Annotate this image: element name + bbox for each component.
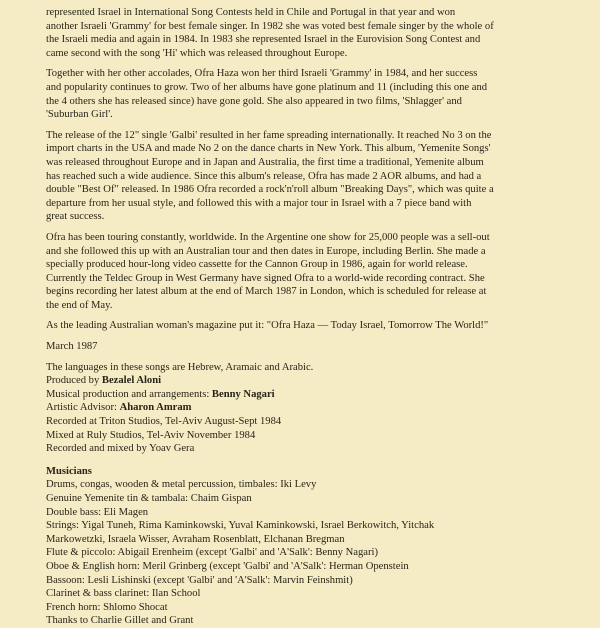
- producer-name: Bezalel Aloni: [101, 375, 162, 387]
- text-line: As the leading Australian woman's magazine put it: "Ofra Haza — Today Israel, Tomorrow The World!": [46, 320, 489, 332]
- musician-line: Bassoon: Lesli Lishinski (except 'Galbi' and 'A'Salk': Marvin Feinshmit): [46, 574, 353, 586]
- credits-block: [46, 361, 578, 456]
- text-line: the 4 others she has released since) have gone gold. She also appeared in two films, 'Shlagger' and: [46, 95, 462, 107]
- arranger-prefix: Musical production and arrangements:: [46, 388, 212, 400]
- musician-line: French horn: Shlomo Shocat: [46, 601, 168, 613]
- thanks-line: Thanks to Charlie Gillet and Grant: [46, 615, 194, 627]
- producer-line: [46, 374, 578, 388]
- musician-line: Clarinet & bass clarinet: Ilan School: [46, 588, 201, 600]
- paragraph-quote: [46, 319, 578, 333]
- producer-prefix: Produced by: [46, 375, 102, 387]
- paragraph-galbi: [46, 129, 578, 224]
- mixed-line: Mixed at Ruly Studios, Tel-Aviv November 1984: [46, 429, 256, 441]
- text-line: the Israeli media and again in 1984. In 1983 she represented Israel in the Eurovision Song Contest and: [46, 34, 481, 46]
- musician-line: Strings: Yigal Tuneh, Rima Kaminkowski, Yuval Kaminkowski, Israel Berkowitch, Yitchak: [46, 520, 435, 532]
- languages-line: The languages in these songs are Hebrew, Aramaic and Arabic.: [46, 361, 314, 373]
- text-line: came second with the song 'Hi' which was released throughout Europe.: [46, 47, 348, 59]
- paragraph-accolades: [46, 67, 578, 121]
- text-line: 'Suburban Girl'.: [46, 109, 113, 121]
- arranger-line: [46, 388, 578, 402]
- paragraph-touring: [46, 231, 578, 313]
- text-line: double "Best Of" released. In 1986 Ofra recorded a rock'n'roll album "Breaking Days", which was quite a: [46, 184, 494, 196]
- musician-line: Genuine Yemenite tin & tambala: Chaim Gispan: [46, 493, 252, 504]
- musician-line: Double bass: Eli Magen: [46, 506, 149, 518]
- text-line: great success.: [46, 211, 105, 223]
- musician-line: Markowetzki, Israela Wisser, Avraham Rosenblatt, Elchanan Bregman: [46, 533, 345, 545]
- musician-line: Flute & piccolo: Abigail Erenheim (except 'Galbi' and 'A'Salk': Benny Nagari): [46, 547, 378, 559]
- musician-line: Drums, congas, wooden & metal percussion, timbales: Iki Levy: [46, 479, 317, 491]
- text-line: and popularity continues to grow. Two of her albums have gone platinum and 11 (including this one and: [46, 81, 488, 93]
- text-line: The release of the 12" single 'Galbi' resulted in her fame spreading internationally. It reached No 3 on the: [46, 129, 492, 141]
- text-line: represented Israel in International Song Contests held in Chile and Portugal in that year and won: [46, 7, 456, 18]
- text-line: Ofra has been touring constantly, worldwide. In the Argentine one show for 25,000 people was a sell-out: [46, 231, 490, 243]
- text-line: Together with her other accolades, Ofra Haza won her third Israeli 'Grammy' in 1984, and her success: [46, 68, 478, 80]
- paragraph-date: [46, 340, 578, 354]
- text-line: has reached such a wide audience. Since this album's release, Ofra has made 2 AOR albums, and had a: [46, 170, 482, 182]
- text-line: import charts in the USA and made No 2 on the dance charts in New York. This album, 'Yemenite Songs': [46, 143, 491, 155]
- date-line: March 1987: [46, 341, 98, 353]
- musicians-heading: Musicians: [46, 465, 92, 477]
- text-line: and she followed this up with an Australian tour and then dates in Europe, including Berlin. She made a: [46, 245, 486, 257]
- text-line: the end of May.: [46, 299, 113, 311]
- artistic-advisor-prefix: Artistic Advisor:: [46, 402, 120, 414]
- text-line: begins recording her latest album at the end of March 1987 in London, which is scheduled for release at: [46, 286, 487, 298]
- text-line: specially produced hour-long video cassette for the Cannon Group in 1986, again for world release.: [46, 259, 468, 271]
- text-line: was released throughout Europe and in Japan and Australia, the first time a traditional, Yemenite album: [46, 156, 484, 168]
- engineer-line: Recorded and mixed by Yoav Gera: [46, 443, 195, 455]
- musician-line: Oboe & English horn: Meril Grinberg (except 'Galbi' and 'A'Salk': Herman Openstein: [46, 560, 409, 572]
- paragraph-contests: [46, 6, 578, 60]
- recorded-line: Recorded at Triton Studios, Tel-Aviv August-Sept 1984: [46, 416, 282, 428]
- musicians-block: [46, 465, 578, 628]
- artistic-advisor-name: Aharon Amram: [119, 402, 192, 414]
- text-line: Currently the Teldec Group in West Germany have signed Ofra to a world-wide recording contract. She: [46, 272, 485, 284]
- artistic-advisor-line: [46, 401, 578, 415]
- arranger-name: Benny Nagari: [211, 388, 275, 400]
- text-line: departure from her usual style, and followed this with a major tour in Israel with a 7 piece band with: [46, 197, 472, 209]
- text-line: another Israeli 'Grammy' for best female singer. In 1982 she was voted best female singer by the whole of: [46, 20, 494, 32]
